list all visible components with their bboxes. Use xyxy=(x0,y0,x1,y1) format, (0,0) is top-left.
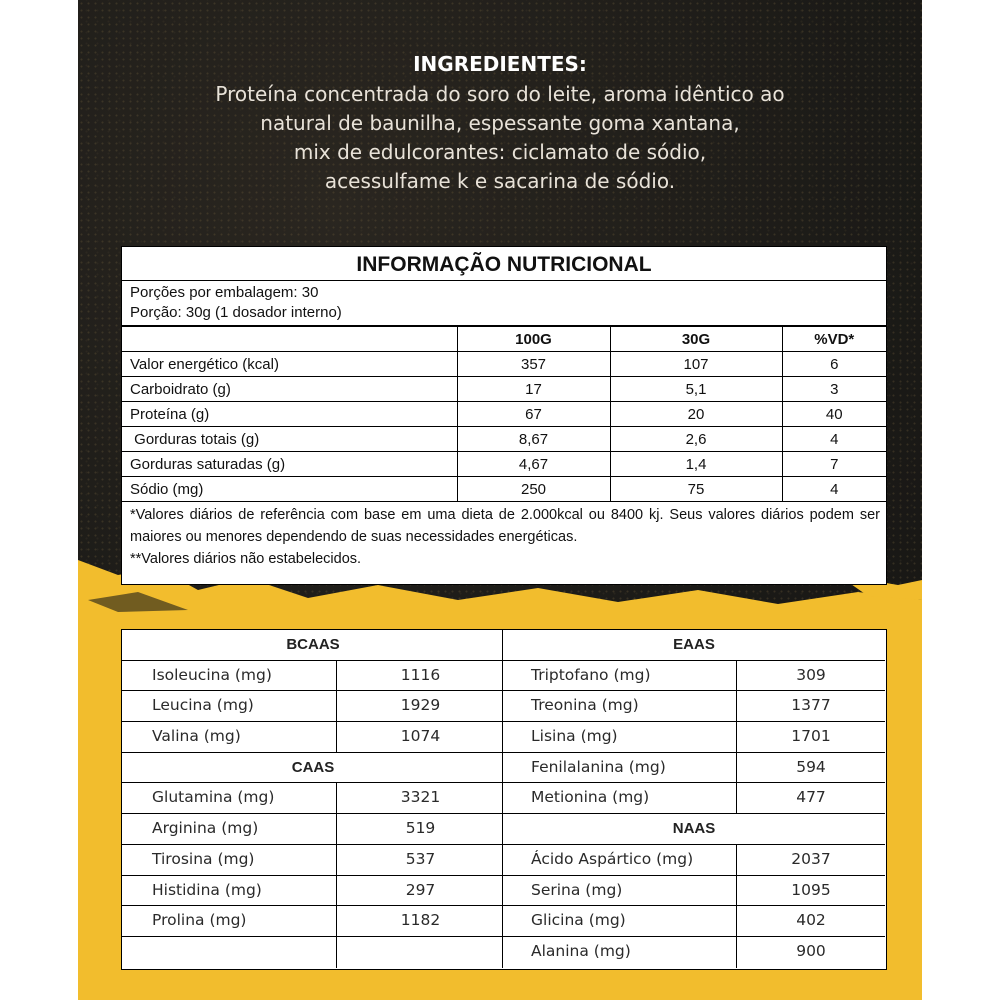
amino-name: Histidina (mg) xyxy=(122,876,337,906)
value-30g: 2,6 xyxy=(610,427,782,452)
amino-value: 900 xyxy=(796,941,826,960)
table-row-empty xyxy=(122,937,504,968)
empty-cell xyxy=(337,937,504,968)
value-vd: 6 xyxy=(782,352,886,377)
value-100g: 357 xyxy=(457,352,610,377)
nutrition-title: INFORMAÇÃO NUTRICIONAL xyxy=(122,247,886,281)
nutrition-facts-table xyxy=(121,246,887,585)
ingredients-line: acessulfame k e sacarina de sódio. xyxy=(324,169,676,193)
amino-name: Metionina (mg) xyxy=(503,783,737,813)
amino-name: Tirosina (mg) xyxy=(122,845,337,875)
amino-value: 1377 xyxy=(791,696,831,715)
table-row xyxy=(503,691,885,722)
table-row xyxy=(122,906,504,937)
value-100g: 67 xyxy=(457,402,610,427)
amino-name: Ácido Aspártico (mg) xyxy=(503,845,737,875)
bcaas-title: BCAAS xyxy=(286,636,340,653)
portion-size: Porção: 30g (1 dosador interno) xyxy=(130,304,342,321)
value-vd: 40 xyxy=(782,402,886,427)
value-30g: 107 xyxy=(610,352,782,377)
value-30g: 75 xyxy=(610,477,782,502)
amino-name: Valina (mg) xyxy=(122,722,337,752)
table-row xyxy=(122,814,504,845)
amino-value: 309 xyxy=(796,665,826,684)
nutrient-name: Proteína (g) xyxy=(122,402,457,427)
table-row xyxy=(122,477,886,502)
value-30g: 1,4 xyxy=(610,452,782,477)
naas-title: NAAS xyxy=(672,820,716,838)
table-row xyxy=(122,452,886,477)
table-row xyxy=(503,937,885,968)
amino-value: 594 xyxy=(796,757,826,776)
amino-name: Glutamina (mg) xyxy=(122,783,337,813)
nutrient-name: Carboidrato (g) xyxy=(122,377,457,402)
amino-value: 3321 xyxy=(400,788,441,807)
empty-cell xyxy=(122,937,337,968)
amino-value: 1929 xyxy=(400,696,441,715)
nutrient-name: Valor energético (kcal) xyxy=(122,352,457,377)
value-vd: 4 xyxy=(782,427,886,452)
header-cell: 30G xyxy=(610,327,782,352)
eaas-header xyxy=(503,630,885,661)
amino-value: 1182 xyxy=(400,911,441,930)
amino-name: Prolina (mg) xyxy=(122,906,337,936)
amino-name: Lisina (mg) xyxy=(503,722,737,752)
naas-header xyxy=(503,814,885,845)
table-row xyxy=(503,783,885,814)
caas-title: CAAS xyxy=(291,758,335,776)
value-100g: 250 xyxy=(457,477,610,502)
table-row xyxy=(503,753,885,784)
header-cell: 100G xyxy=(457,327,610,352)
caas-header xyxy=(122,753,504,784)
header-cell: %VD* xyxy=(782,327,886,352)
amino-value: 1074 xyxy=(400,727,441,746)
value-30g: 5,1 xyxy=(610,377,782,402)
table-row xyxy=(122,722,504,753)
nutrition-grid xyxy=(122,326,886,502)
nutrient-name: Sódio (mg) xyxy=(122,477,457,502)
amino-name: Leucina (mg) xyxy=(122,691,337,721)
amino-name: Fenilalanina (mg) xyxy=(503,753,737,783)
header-cell xyxy=(122,327,457,352)
amino-value: 1116 xyxy=(400,665,441,684)
value-100g: 8,67 xyxy=(457,427,610,452)
eaas-title: EAAS xyxy=(673,636,715,653)
amino-value: 297 xyxy=(405,880,436,899)
aminogram-table xyxy=(121,629,887,970)
value-vd: 3 xyxy=(782,377,886,402)
ingredients-line: natural de baunilha, espessante goma xantana, xyxy=(260,111,740,135)
bcaas-header xyxy=(122,630,504,661)
amino-name: Isoleucina (mg) xyxy=(122,661,337,691)
value-100g: 17 xyxy=(457,377,610,402)
table-row xyxy=(503,661,885,692)
value-vd: 4 xyxy=(782,477,886,502)
nutrient-name: Gorduras totais (g) xyxy=(122,427,457,452)
amino-value: 2037 xyxy=(791,849,831,868)
aminogram-right-column xyxy=(503,630,885,968)
footnote-reference-values: *Valores diários de referência com base em uma dieta de 2.000kcal ou 8400 kj. Seus valores diários podem ser maiores ou menores dependendo de suas necessidades energéticas. xyxy=(130,507,880,545)
table-row xyxy=(122,845,504,876)
amino-name: Serina (mg) xyxy=(503,876,737,906)
ingredients-line: mix de edulcorantes: ciclamato de sódio, xyxy=(293,140,707,164)
amino-value: 1701 xyxy=(791,727,831,746)
nutrient-name: Gorduras saturadas (g) xyxy=(122,452,457,477)
table-row xyxy=(122,352,886,377)
value-30g: 20 xyxy=(610,402,782,427)
nutrition-header-row xyxy=(122,327,886,352)
amino-value: 402 xyxy=(796,911,826,930)
table-row xyxy=(503,845,885,876)
ingredients-line: Proteína concentrada do soro do leite, aroma idêntico ao xyxy=(215,82,785,106)
amino-value: 537 xyxy=(405,849,436,868)
table-row xyxy=(122,427,886,452)
amino-name: Triptofano (mg) xyxy=(503,661,737,691)
table-row xyxy=(122,783,504,814)
table-row xyxy=(503,722,885,753)
aminogram-left-column xyxy=(122,630,504,968)
amino-name: Glicina (mg) xyxy=(503,906,737,936)
value-vd: 7 xyxy=(782,452,886,477)
table-row xyxy=(122,876,504,907)
amino-value: 1095 xyxy=(791,880,831,899)
ingredients-section xyxy=(78,52,922,196)
amino-value: 519 xyxy=(405,819,436,838)
table-row xyxy=(503,906,885,937)
table-row xyxy=(122,377,886,402)
ingredients-title: INGREDIENTES: xyxy=(413,52,587,76)
amino-name: Treonina (mg) xyxy=(503,691,737,721)
table-row xyxy=(122,661,504,692)
footnotes xyxy=(122,502,886,570)
amino-value: 477 xyxy=(796,788,826,807)
footnote-not-established: **Valores diários não estabelecidos. xyxy=(130,551,362,567)
amino-name: Alanina (mg) xyxy=(503,937,737,968)
amino-name: Arginina (mg) xyxy=(122,814,337,844)
table-row xyxy=(503,876,885,907)
table-row xyxy=(122,691,504,722)
value-100g: 4,67 xyxy=(457,452,610,477)
table-row xyxy=(122,402,886,427)
portions-info xyxy=(122,281,886,326)
portions-per-package: Porções por embalagem: 30 xyxy=(130,284,319,301)
